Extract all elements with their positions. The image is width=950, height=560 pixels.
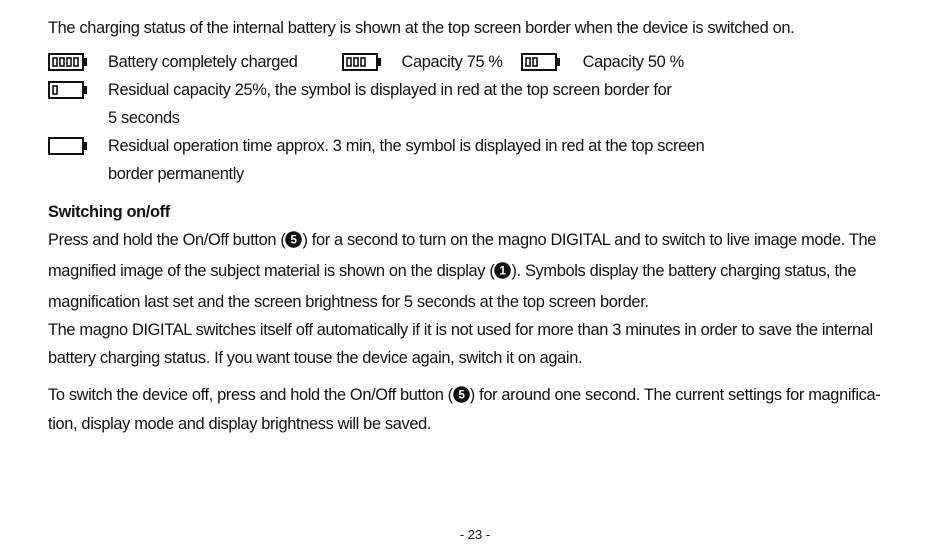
switching-paragraph-3 (48, 382, 916, 437)
switching-paragraph-2 (48, 316, 916, 372)
display-number: 1 (499, 265, 506, 278)
battery-25-text-line1: Residual capacity 25%, the symbol is displayed in red at the top screen border for (108, 81, 672, 99)
battery-empty-text-line2: border permanently (108, 165, 244, 183)
battery-25-row (48, 76, 916, 132)
battery-empty-row (48, 132, 916, 188)
battery-full-icon (48, 53, 108, 71)
p2-line1: The magno DIGITAL switches itself off automatically if it is not used for more than 3 minutes in order to save the internal (48, 321, 873, 339)
switching-paragraph-1 (48, 226, 916, 316)
p3-line2: tion, display mode and display brightness will be saved. (48, 415, 432, 433)
battery-75-label: Capacity 75 % (401, 53, 503, 71)
button-number: 5 (290, 234, 297, 247)
circled-1-icon (494, 260, 511, 288)
page-number: - 23 - (459, 527, 491, 542)
battery-25-icon (48, 81, 108, 99)
p2-line2: battery charging status. If you want touse the device again, switch it on again. (48, 349, 583, 367)
intro-text: The charging status of the internal battery is shown at the top screen border when the device is switched on. (48, 19, 795, 37)
p3-line1-start: To switch the device off, press and hold the On/Off button ( (48, 386, 453, 404)
button-number: 5 (458, 389, 465, 402)
p1-line2-start: magnified image of the subject material is shown on the display ( (48, 262, 495, 280)
manual-page (48, 14, 916, 437)
battery-75-icon (342, 53, 402, 71)
section-heading: Switching on/off (48, 203, 170, 221)
p3-line1-end: ) for around one second. The current settings for magnifica- (469, 386, 881, 404)
battery-legend-row (48, 48, 916, 76)
battery-50-label: Capacity 50 % (582, 53, 684, 71)
battery-empty-text-line1: Residual operation time approx. 3 min, the symbol is displayed in red at the top screen (108, 137, 705, 155)
battery-full-label: Battery completely charged (108, 53, 298, 71)
battery-empty-icon (48, 137, 108, 155)
circled-5-icon (453, 385, 470, 411)
circled-5-icon (285, 229, 302, 257)
p1-line2-end: ). Symbols display the battery charging status, the (511, 262, 857, 280)
battery-25-text-line2: 5 seconds (108, 109, 180, 127)
p1-line1-start: Press and hold the On/Off button ( (48, 231, 286, 249)
p1-line3: magnification last set and the screen brightness for 5 seconds at the top screen border. (48, 293, 649, 311)
battery-50-icon (521, 53, 583, 71)
p1-line1-end: ) for a second to turn on the magno DIGITAL and to switch to live image mode. The (302, 231, 877, 249)
